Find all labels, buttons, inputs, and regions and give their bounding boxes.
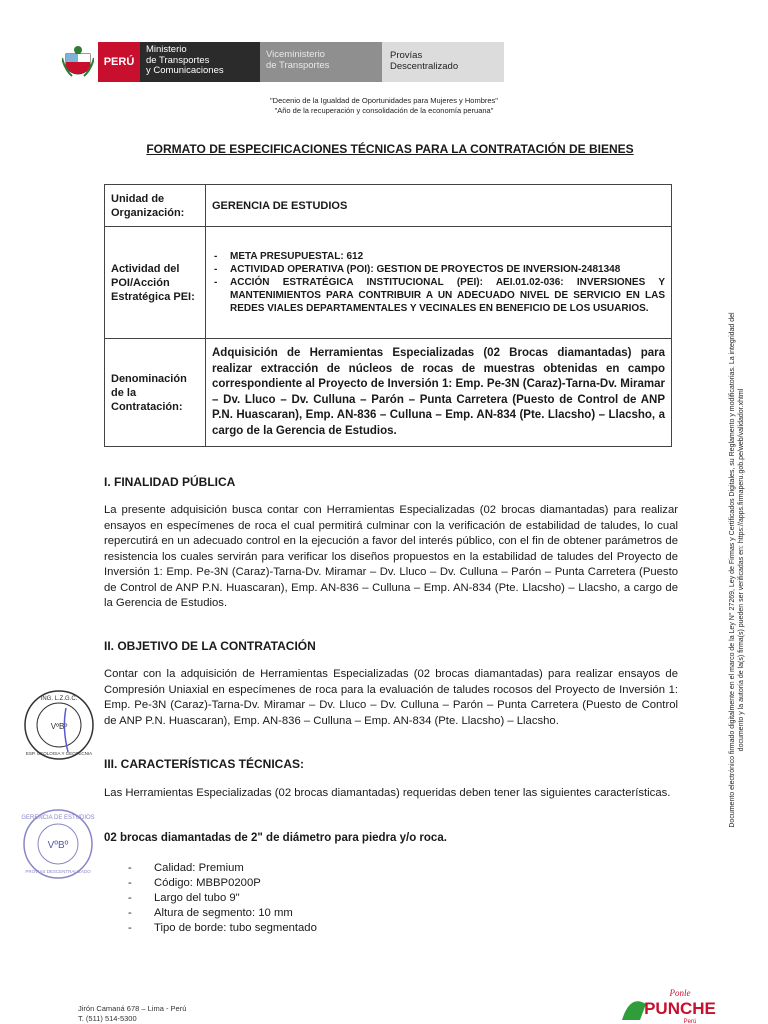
list-item: - ACCIÓN ESTRATÉGICA INSTITUCIONAL (PEI): AEI.01.02-036: INVERSIONES Y MANTENIMIENTOS PARA CONTRIBUIR A UN ADECUADO NIVEL DE SERVICIO EN LAS REDES VIALES DEPARTAMENTALES Y VECINALES EN BENEFICIO DE LOS USUARIOS. [230, 276, 665, 315]
provias-label: Provías Descentralizado [382, 42, 504, 82]
list-item: - Código: MBBP0200P [128, 876, 317, 891]
list-item: - Largo del tubo 9" [128, 891, 317, 906]
list-item: - Calidad: Premium [128, 861, 317, 876]
unidad-value: GERENCIA DE ESTUDIOS [206, 185, 672, 227]
svg-text:VºBº: VºBº [47, 840, 69, 851]
svg-text:PUNCHE: PUNCHE [644, 999, 716, 1018]
section-heading: I. FINALIDAD PÚBLICA [104, 475, 236, 489]
denominacion-value: Adquisición de Herramientas Especializadas (02 Brocas diamantadas) para realizar extracción de núcleos de rocas de muestras obtenidas en campo correspondiente al Proyecto de Inversión 1: Emp. Pe-3N (Caraz)-Tarna-Dv. Miramar – Dv. Lluco – Dv. Culluna – Parón – Punta Carretera (Puesto de Control de ANP P.N. Huascaran), Emp. AN-836 – Culluna – Emp. AN-834 (Pte. Llacsho) – Llacsho, a cargo de la Gerencia de Estudios. [206, 339, 672, 447]
anio-line: "Año de la recuperación y consolidación de la economía peruana" [274, 106, 494, 115]
list-item: - META PRESUPUESTAL: 612 [230, 250, 665, 263]
table-row [105, 227, 672, 339]
denominacion-label: Denominación de la Contratación: [105, 339, 206, 447]
list-item: - Altura de segmento: 10 mm [128, 906, 317, 921]
svg-text:ING. L.Z.G.C.: ING. L.Z.G.C. [40, 696, 78, 702]
table-row [105, 339, 672, 447]
svg-text:GERENCIA DE ESTUDIOS: GERENCIA DE ESTUDIOS [21, 815, 95, 821]
section-paragraph: La presente adquisición busca contar con Herramientas Especializadas (02 brocas diamantadas) para realizar ensayos en especímenes de roca el cual permitirá culminar con la verificación de estabilidad de taludes, lo cual repercutirá en un adecuado control en la ejecución a favor del interés público, con el fin de obtener parámetros de resistencia los cuales servirán para verificar los diseños propuestos en la estabilidad de taludes del Proyecto de Inversión 1: Emp. Pe-3N (Caraz)-Tarna-Dv. Miramar – Dv. Lluco – Dv. Culluna – Parón – Punta Carretera (Puesto de Control de ANP P.N. Huascaran), Emp. AN-836 – Culluna – Emp. AN-834 (Pte. Llacsho) – Llacsho, a cargo de la Gerencia de Estudios. [104, 504, 678, 609]
digital-signature-note: Documento electrónico firmado digitalmente en el marco de la Ley N° 27269, Ley de Firmas y Certificados Digitales, su Reglamento y modificatorias. La integridad del documento y la autoría de la(s) firma(s) pueden ser verificadas en: https://apps.firmaperu.gob.pe/web/validador.xhtml [729, 312, 745, 828]
actividad-value [206, 227, 672, 339]
peru-coat-of-arms-icon [62, 44, 94, 82]
actividad-label: Actividad del POI/Acción Estratégica PEI: [105, 227, 206, 339]
list-item: - Tipo de borde: tubo segmentado [128, 921, 317, 936]
spec-list [128, 861, 317, 936]
svg-text:VºBº: VºBº [50, 722, 68, 731]
stamp-geologia [22, 688, 96, 762]
table-row [105, 185, 672, 227]
unidad-label: Unidad de Organización: [105, 185, 206, 227]
viceministerio-label: Viceministerio de Transportes [260, 42, 382, 82]
section-paragraph: Contar con la adquisición de Herramientas Especializadas (02 brocas diamantadas) para realizar ensayos de Compresión Uniaxial en especímenes de roca para la evaluación de taludes rocosos del Proyecto de Inversión 1: Emp. Pe-3N (Caraz)-Tarna-Dv. Miramar – Dv. Lluco – Dv. Culluna – Parón – Punta Carretera (Puesto de Control de ANP P.N. Huascaran), Emp. AN-836 – Culluna – Emp. AN-834 (Pte. Llacsho) – Llacsho. [104, 668, 678, 727]
peru-label: PERÚ [98, 42, 140, 82]
product-subheading: 02 brocas diamantadas de 2" de diámetro para piedra y/o roca. [104, 832, 447, 844]
svg-text:Perú: Perú [683, 1019, 697, 1024]
document-title: FORMATO DE ESPECIFICACIONES TÉCNICAS PARA LA CONTRATACIÓN DE BIENES [146, 142, 634, 156]
svg-text:Ponle: Ponle [669, 988, 691, 998]
decenio-line: "Decenio de la Igualdad de Oportunidades para Mujeres y Hombres" [270, 96, 498, 105]
section-heading: II. OBJETIVO DE LA CONTRATACIÓN [104, 639, 316, 653]
ponle-punche-logo [620, 984, 720, 1024]
stamp-gerencia [18, 806, 98, 882]
footer-address: Jirón Camaná 678 – Lima - Perú T. (511) 514-5300 [78, 1004, 187, 1023]
list-item: - ACTIVIDAD OPERATIVA (POI): GESTION DE PROYECTOS DE INVERSION-2481348 [230, 263, 665, 276]
svg-text:PROVIAS DESCENTRALIZADO: PROVIAS DESCENTRALIZADO [25, 869, 91, 874]
ministerio-label: Ministerio de Transportes y Comunicaciones [140, 42, 260, 82]
section-heading: III. CARACTERÍSTICAS TÉCNICAS: [104, 757, 305, 771]
svg-text:ESP. GEOLOGIA Y GEOTECNIA: ESP. GEOLOGIA Y GEOTECNIA [25, 751, 93, 756]
section-paragraph: Las Herramientas Especializadas (02 brocas diamantadas) requeridas deben tener las siguientes características. [104, 787, 671, 799]
spec-table [104, 184, 672, 447]
